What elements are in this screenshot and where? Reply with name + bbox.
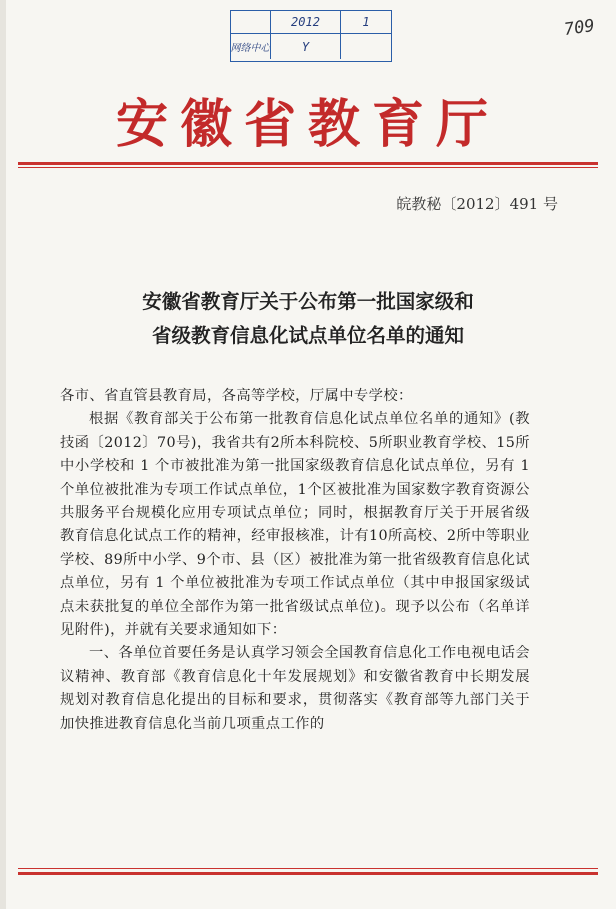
stamp-mark: Y [271, 34, 341, 59]
title-line-2: 省级教育信息化试点单位名单的通知 [151, 324, 464, 347]
header-divider [18, 162, 598, 165]
footer-divider-thin [18, 868, 598, 869]
handwritten-number: 709 [562, 15, 596, 41]
receipt-stamp [230, 10, 392, 62]
title-line-1: 安徽省教育厅关于公布第一批国家级和 [142, 290, 474, 313]
stamp-year: 2012 [271, 11, 341, 34]
stamp-cell-empty [231, 11, 271, 34]
stamp-seq: 1 [341, 11, 391, 34]
stamp-label: 网络中心 [231, 34, 271, 59]
document-title [0, 285, 616, 353]
footer-divider [18, 872, 598, 875]
header-divider-thin [18, 167, 598, 168]
paragraph-2: 一、各单位首要任务是认真学习领会全国教育信息化工作电视电话会议精神、教育部《教育信息化十年发展规划》和安徽省教育中长期发展规划对教育信息化提出的目标和要求，贯彻落实《教育部等九部门关于加快推进教育信息化当前几项重点工作的 [60, 645, 530, 732]
document-number: 皖教秘〔2012〕491 号 [396, 195, 558, 213]
agency-header: 安徽省教育厅 [115, 94, 500, 155]
paragraph-1: 根据《教育部关于公布第一批教育信息化试点单位名单的通知》(教技函〔2012〕70号)，我省共有2所本科院校、5所职业教育学校、15所中小学校和 1 个市被批准为第一批国家级教育信息化试点单位，另有 1 个单位被批准为专项工作试点单位，1个区被批准为国家数字教育资源公共服务平台规模化应用专项试点单位；同时，根据教育厅关于开展省级教育信息化试点工作的精神，经审报核准，计有10所高校、2所中等职业学校、89所中小学、9个市、县（区）被批准为第一批省级教育信息化试点单位，另有 1 个单位被批准为专项工作试点单位（其中申报国家级试点未获批复的单位全部作为第一批省级试点单位)。现予以公布（名单详见附件)，并就有关要求通知如下： [60, 411, 530, 639]
salutation: 各市、省直管县教育局，各高等学校，厅属中专学校： [60, 388, 413, 404]
stamp-cell-empty [341, 34, 391, 59]
document-body [60, 385, 530, 736]
